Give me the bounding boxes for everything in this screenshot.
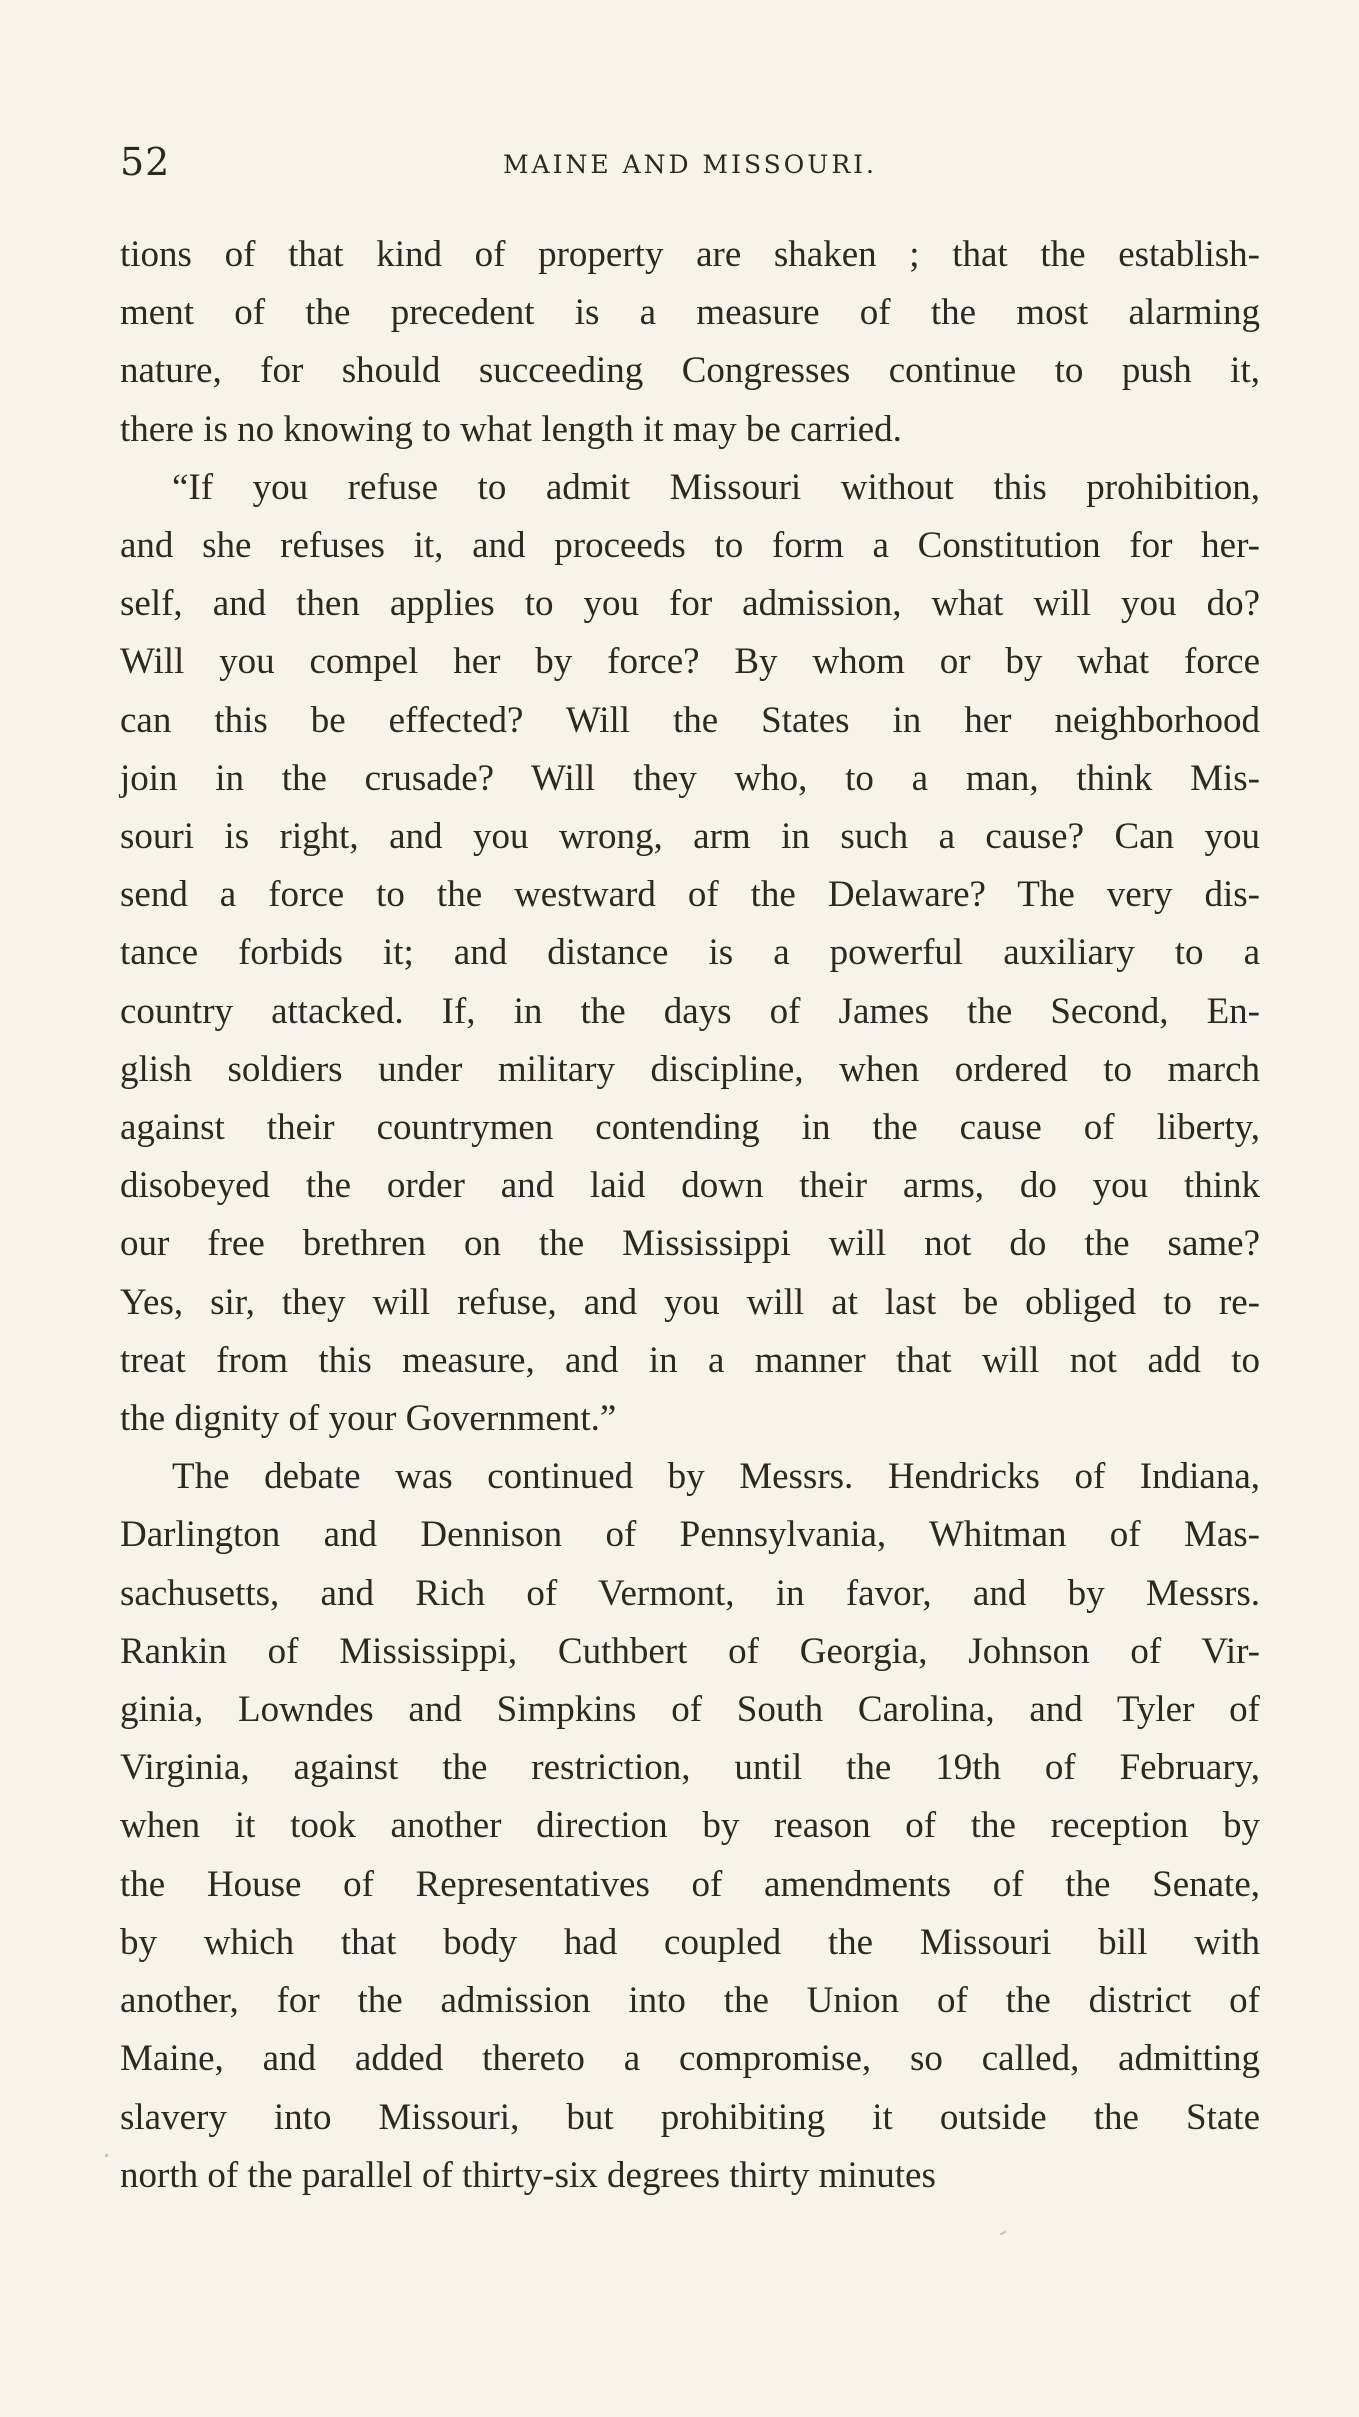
text-line: glish soldiers under military discipline, when ordered to march bbox=[120, 1048, 1260, 1090]
text-line: country attacked. If, in the days of James the Second, En- bbox=[120, 990, 1260, 1032]
text-line: ginia, Lowndes and Simpkins of South Carolina, and Tyler of bbox=[120, 1689, 1260, 1731]
paper-speck bbox=[1000, 2231, 1006, 2236]
text-line: sachusetts, and Rich of Vermont, in favor, and by Messrs. bbox=[120, 1572, 1260, 1614]
text-line: the House of Representatives of amendments of the Senate, bbox=[120, 1863, 1260, 1905]
text-line: can this be effected? Will the States in her neighborhood bbox=[120, 699, 1260, 741]
text-line: Maine, and added thereto a compromise, so called, admitting bbox=[120, 2038, 1260, 2080]
text-line: the dignity of your Government.” bbox=[120, 1398, 617, 1440]
body-text bbox=[120, 226, 1260, 2205]
text-line: join in the crusade? Will they who, to a man, think Mis- bbox=[120, 757, 1260, 799]
text-line: Virginia, against the restriction, until the 19th of February, bbox=[120, 1747, 1260, 1789]
running-title: MAINE AND MISSOURI. bbox=[502, 150, 878, 179]
paragraph bbox=[120, 226, 1260, 459]
book-page bbox=[120, 140, 1260, 2205]
text-line: “If you refuse to admit Missouri without this prohibition, bbox=[172, 466, 1260, 508]
paragraph bbox=[120, 1448, 1260, 2205]
page-header bbox=[120, 140, 1260, 200]
text-line: send a force to the westward of the Delaware? The very dis- bbox=[120, 874, 1260, 916]
text-line: Rankin of Mississippi, Cuthbert of Georgia, Johnson of Vir- bbox=[120, 1630, 1260, 1672]
text-line: and she refuses it, and proceeds to form a Constitution for her- bbox=[120, 525, 1260, 567]
text-line: nature, for should succeeding Congresses continue to push it, bbox=[120, 350, 1260, 392]
text-line: north of the parallel of thirty-six degrees thirty minutes bbox=[120, 2154, 936, 2196]
text-line: tions of that kind of property are shaken ; that the establish- bbox=[120, 234, 1260, 275]
text-line: The debate was continued by Messrs. Hendricks of Indiana, bbox=[172, 1456, 1260, 1498]
text-line: disobeyed the order and laid down their arms, do you think bbox=[120, 1165, 1260, 1207]
text-line: tance forbids it; and distance is a powerful auxiliary to a bbox=[120, 932, 1260, 974]
text-line: self, and then applies to you for admission, what will you do? bbox=[120, 583, 1260, 625]
text-line: ment of the precedent is a measure of the most alarming bbox=[120, 292, 1260, 334]
paragraph bbox=[120, 459, 1260, 1448]
text-line: Darlington and Dennison of Pennsylvania, Whitman of Mas- bbox=[120, 1514, 1260, 1556]
text-line: treat from this measure, and in a manner that will not add to bbox=[120, 1339, 1260, 1381]
text-line: when it took another direction by reason of the reception by bbox=[120, 1805, 1260, 1847]
text-line: there is no knowing to what length it may be carried. bbox=[120, 408, 902, 450]
page-number: 52 bbox=[120, 140, 171, 184]
text-line: our free brethren on the Mississippi will not do the same? bbox=[120, 1223, 1260, 1265]
text-line: by which that body had coupled the Missouri bill with bbox=[120, 1921, 1260, 1963]
text-line: slavery into Missouri, but prohibiting it outside the State bbox=[120, 2096, 1260, 2138]
text-line: Yes, sir, they will refuse, and you will at last be obliged to re- bbox=[120, 1281, 1260, 1323]
paper-speck bbox=[105, 2154, 108, 2157]
text-line: another, for the admission into the Union of the district of bbox=[120, 1980, 1260, 2022]
text-line: against their countrymen contending in the cause of liberty, bbox=[120, 1107, 1260, 1149]
text-line: souri is right, and you wrong, arm in such a cause? Can you bbox=[120, 816, 1260, 858]
text-line: Will you compel her by force? By whom or by what force bbox=[120, 641, 1260, 683]
